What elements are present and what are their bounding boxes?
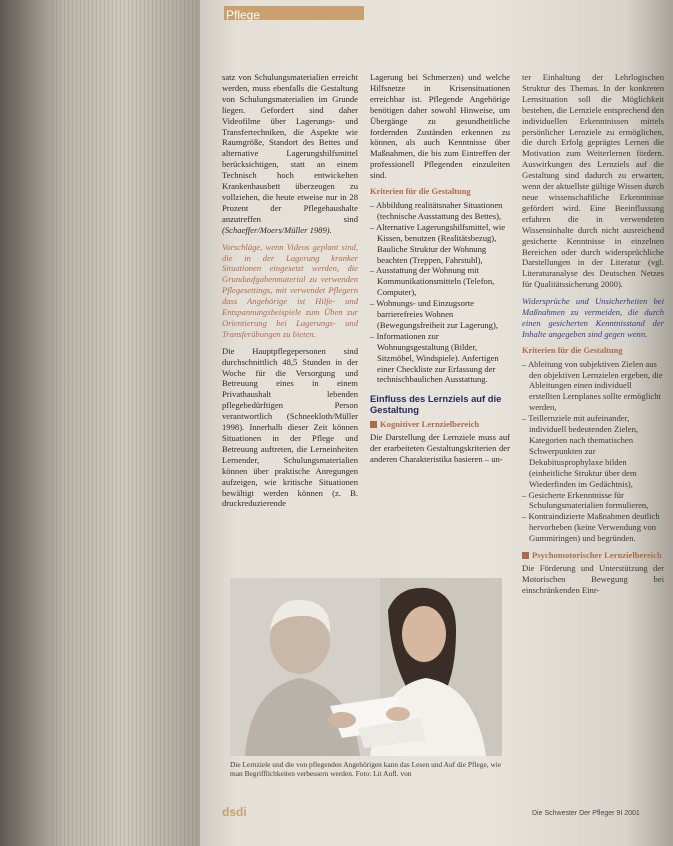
page-number: dsdi: [222, 805, 247, 819]
square-bullet-icon: [370, 421, 377, 428]
paragraph: Die Hauptpflegepersonen sind durchschnittlich 48,5 Stunden in der Woche für die Versorgung und Betreuung eines in einem Privathaushalt lebenden pflegebedürftigen Person verantwortlich (Schneekloth/Müller 1998). Innerhalb dieser Zeit können Situationen in der Pflege und Betreuung auftreten, die Lerneinheiten Lernender, Schulungsmaterialien können über praktische Anregungen aufzeigen, wie kritische Situationen bewältigt werden können (z. B. druckreduzierende: [222, 345, 358, 509]
paragraph: Die Förderung und Unterstützung der Motorischen Bewegung bei einschränkenden Einr-: [522, 562, 664, 595]
photo-caption: Die Lernziele und die von pflegenden Angehörigen kann das Lesen und Auf die Pflege, wie man Begrifflichkeiten verbessern werden. Foto: Lit Aufl. von: [230, 760, 502, 778]
list-item: – Informationen zur Wohnungsgestaltung (Bilder, Sitzmöbel, Windspiele). Anfertigen einer Checkliste zur Erfassung der technischbaulichen Ausstattung.: [370, 330, 499, 385]
section-label: Pflege: [226, 8, 261, 22]
list-item: – Ausstattung der Wohnung mit Kommunikationsmitteln (Telefon, Computer),: [370, 265, 495, 298]
highlight-quote: Widersprüche und Unsicherheiten bei Maßnahmen zu vermeiden, die durch einen gesicherten Kenntnisstand der Inhalte angegeben sind gegen wenn.: [522, 296, 664, 339]
list-item: – Wohnungs- und Einzugsorte barrierefreies Wohnen (Bewegungsfreiheit zur Lagerung),: [370, 298, 498, 330]
paragraph: Lagerung bei Schmerzen) und welche Hilfsnetze in Krisensituationen erreichbar ist. Pflegende Angehörige benötigen daher sowohl Hinweise, um Übergänge zu gesundheitliche fordernden Zuständen erkennen zu können, als auch Kenntnisse über Maßnahmen, die bis zum Eintreffen der professionell Pflegenden einzuleiten sind.: [370, 72, 510, 181]
criteria-list: [522, 359, 664, 544]
paragraph: satz von Schulungsmaterialien erreicht werden, muss ebenfalls die Gestaltung von Schulungsmaterialien im Grunde liegen. Gefordert sind daher Videofilme über Lagerungs- und Transfertechniken, die Aspekte wie Raumgröße, Standort des Bettes und alternative Lagerungshilfsmittel berücksichtigen, statt an einem Technisch hoch entwickelten Krankenhausbett überzeugen zu vollziehen, die heute etweise nur in 28 Prozent der Pflegehaushalte anzutreffen sind (Schaeffer/Moers/Müller 1989).: [222, 72, 358, 235]
list-item: – Teillernziele mit aufeinander, individuell bedeutenden Zielen, Kategorien nach thematischen Schwerpunkten zur Dekubitusprophylaxe bilden (einheitliche Struktur über dem Wiederfinden im Gedächtnis),: [522, 413, 639, 489]
text-column-1: [222, 72, 358, 515]
list-item: – Alternative Lagerungshilfsmittel, wie Kissen, benutzen (Realitätsbezug), Bauliche Struktur der Wohnung beachten (Treppen, Fahrstuhl),: [370, 221, 506, 265]
criteria-heading: Kriterien für die Gestaltung: [522, 345, 623, 355]
square-bullet-icon: [522, 552, 529, 559]
list-item: – Kontraindizierte Maßnahmen deutlich hervorheben (keine Verwendung von Gummiringen) und begründen.: [522, 511, 660, 544]
subsection-tag: Psychomotorischer Lernzielbereich: [522, 550, 664, 561]
book-page-stack: [0, 0, 206, 846]
criteria-heading: Kriterien für die Gestaltung: [370, 187, 471, 197]
criteria-list: [370, 200, 510, 385]
list-item: – Abbildung realitätsnaher Situationen (technische Ausstattung des Bettes),: [370, 199, 503, 221]
citation: (Schaeffer/Moers/Müller 1989).: [222, 224, 332, 235]
journal-reference: Die Schwester Der Pfleger 9I 2001: [532, 810, 640, 817]
text-column-3: [522, 72, 664, 602]
pull-quote: Vorschläge, wenn Videos geplant sind, die in der Lagerung kranker Situationen eingesetzt werden, die Grundaufgabenmaterial zu verwenden Pflegesettings, mit verwendet Pflegern dass Angehörige ist Hilfe- und Entspannungsbeispiele zum Üben zur Orientierung bei Lagerungs- und Transferübungen zu bieten.: [222, 241, 358, 339]
subsection-tag: Kognitiver Lernzielbereich: [370, 419, 510, 430]
list-item: – Gesicherte Erkenntnisse für Schulungsmaterialien formulieren,: [522, 489, 649, 511]
paragraph: ter Einhaltung der Lehrlogischen Struktur des Themas. In der konkreten Lernsituation soll die Möglichkeit bestehen, die Lernziele entsprechend den individuellen Erkenntnissen mittels persönlicher Lernziele zu ermöglichen, die durch Erfolg geprägtes Lernen die Motivation zum Weiterlernen fördern. Auswirkungen des Lernziels auf die Gestaltung sind dadurch zu erwarten, wenn der aktuellste gültige Wissen durch neue wissenschaftliche Erkenntnisse gefördert wird. Eine Beeinflussung erfahren die in verwendeten Wissensinhalte durch nicht ausreichend gesicherte Kenntnisse in einzelnen Bereichen oder durch widersprüchliche Darstellungen in der Literatur (vgl. Literaturanalyse des Deutschen Netzes für Qualitätssicherung 2000).: [522, 72, 664, 290]
photo-illustration: [230, 578, 502, 756]
text-column-2: [370, 72, 510, 471]
section-heading: Einfluss des Lernziels auf die Gestaltung: [370, 393, 502, 416]
photo: [230, 578, 502, 756]
paragraph: Die Darstellung der Lernziele muss auf der erarbeiteten Gestaltungskriterien der anderen Charakteristika basieren – un-: [370, 432, 510, 465]
list-item: – Ableitung von subjektiven Zielen aus den objektiven Lernzielen ergeben, die Ableitungen einen individuell erstellten Lernplanes sollte ermöglicht werden,: [522, 358, 663, 413]
